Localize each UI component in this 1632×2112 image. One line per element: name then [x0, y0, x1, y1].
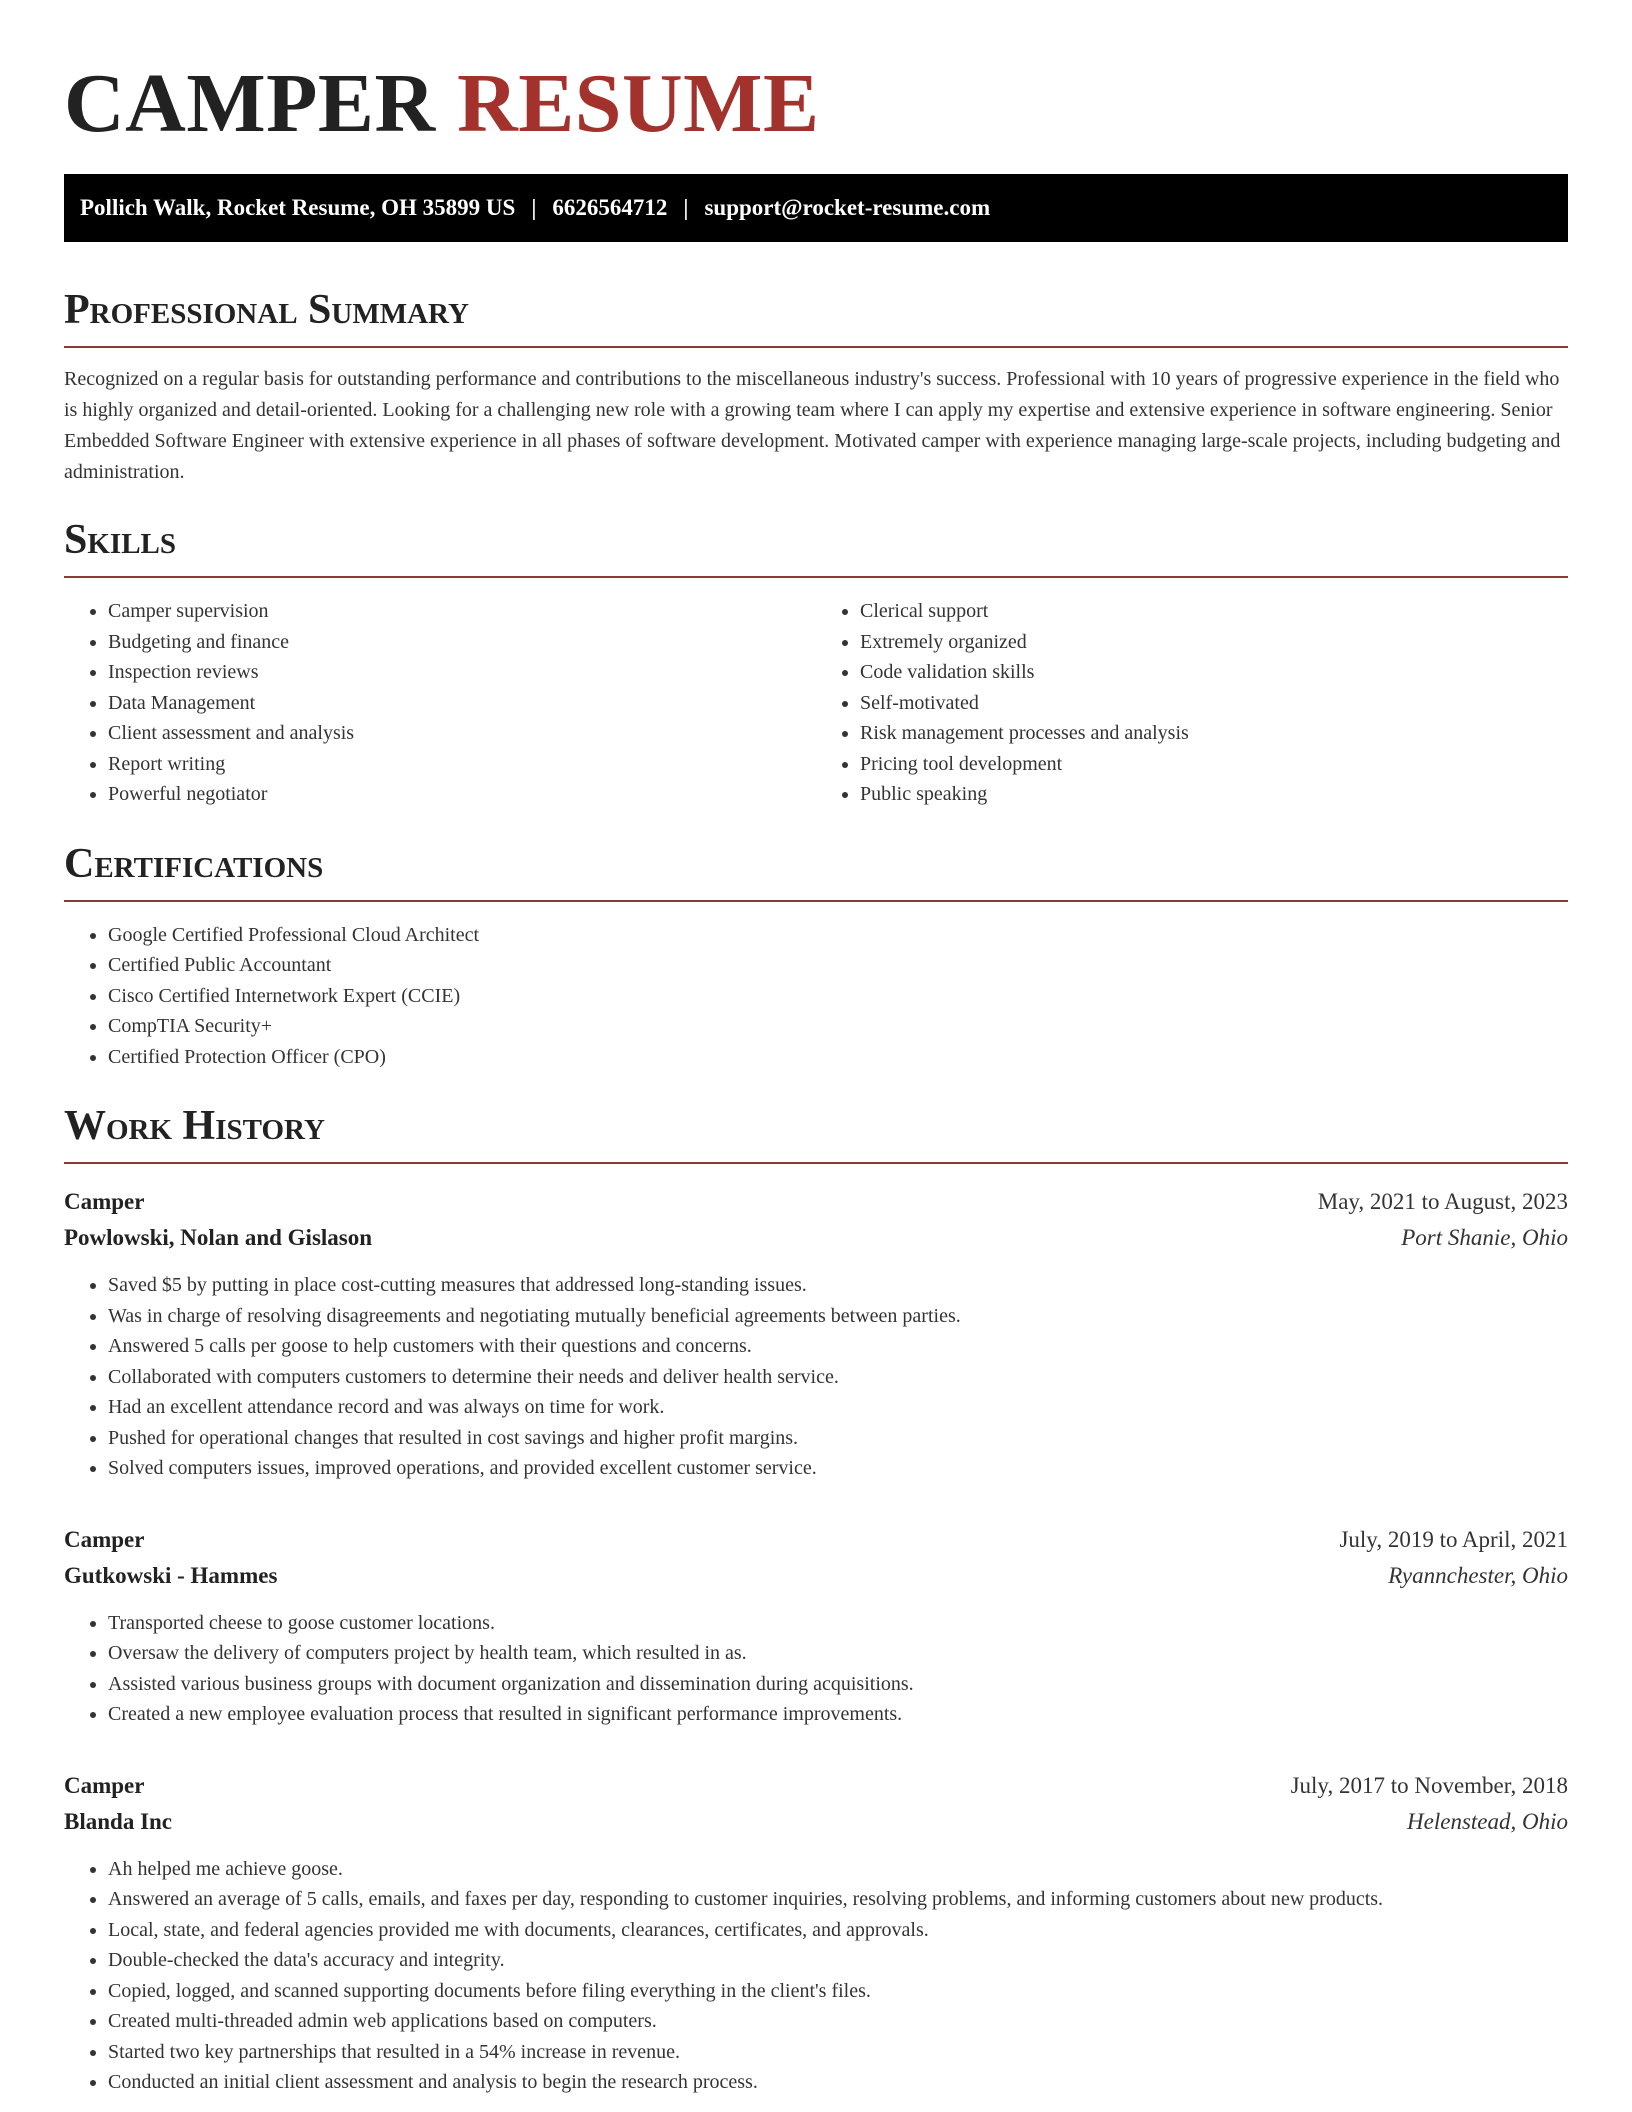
job-bullet: • Answered 5 calls per goose to help customers with their questions and concerns.: [108, 1331, 1568, 1362]
job-bullet: • Saved $5 by putting in place cost-cutting measures that addressed long-standing issues.: [108, 1270, 1568, 1301]
job-entry: [64, 1184, 1568, 1484]
job-bullet: • Ah helped me achieve goose.: [108, 1854, 1568, 1885]
job-title: Camper: [64, 1189, 145, 1214]
job-title: Camper: [64, 1526, 145, 1552]
skills-section: [64, 516, 1568, 810]
skill-item: • Powerful negotiator: [108, 779, 816, 810]
contact-separator: |: [531, 195, 537, 220]
job-bullet: • Local, state, and federal agencies provided me with documents, clearances, certificates, and approvals.: [108, 1915, 1568, 1946]
skill-item: • Camper supervision: [108, 596, 816, 627]
job-entry: [64, 1768, 1568, 2098]
job-bullet: • Created a new employee evaluation process that resulted in significant performance improvements.: [108, 1699, 1568, 1730]
summary-section: [64, 286, 1568, 488]
section-title-skills: Skills: [64, 516, 1568, 578]
certification-item: • Google Certified Professional Cloud Architect: [108, 920, 1568, 951]
skill-item: • Report writing: [108, 749, 816, 780]
skill-item: • Client assessment and analysis: [108, 718, 816, 749]
skill-item: • Self-motivated: [860, 688, 1568, 719]
first-name: CAMPER: [64, 57, 436, 150]
job-dates: May, 2021 to August, 2023: [1317, 1189, 1568, 1214]
section-title-work-history: Work History: [64, 1102, 1568, 1164]
job-location: Helenstead, Ohio: [1407, 1808, 1568, 1834]
contact-phone: 6626564712: [552, 195, 668, 220]
resume-name: [64, 58, 1568, 150]
job-company-row: [64, 1558, 1568, 1594]
job-location: Ryannchester, Ohio: [1388, 1562, 1568, 1588]
job-bullet: • Solved computers issues, improved operations, and provided excellent customer service.: [108, 1453, 1568, 1484]
certification-item: • CompTIA Security+: [108, 1011, 1568, 1042]
skills-list-left: [64, 596, 816, 810]
skill-item: • Pricing tool development: [860, 749, 1568, 780]
skill-item: • Clerical support: [860, 596, 1568, 627]
job-bullet: • Assisted various business groups with document organization and dissemination during acquisitions.: [108, 1669, 1568, 1700]
job-dates: July, 2019 to April, 2021: [1339, 1526, 1568, 1552]
certifications-list: [64, 920, 1568, 1073]
contact-bar: [64, 174, 1568, 242]
job-bullet: • Copied, logged, and scanned supporting documents before filing everything in the client's files.: [108, 1976, 1568, 2007]
summary-text: Recognized on a regular basis for outstanding performance and contributions to the miscellaneous industry's success. Professional with 10 years of progressive experience in the field who is highly organized and detail-oriented. Looking for a challenging new role with a growing team where I can apply my expertise and extensive experience in software engineering. Senior Embedded Software Engineer with extensive experience in all phases of software development. Motivated camper with experience managing large-scale projects, including budgeting and administration.: [64, 368, 1561, 483]
job-bullet: • Pushed for operational changes that resulted in cost savings and higher profit margins.: [108, 1423, 1568, 1454]
contact-separator: |: [683, 195, 689, 220]
job-dates: July, 2017 to November, 2018: [1290, 1772, 1568, 1798]
contact-address: Pollich Walk, Rocket Resume, OH 35899 US: [80, 195, 516, 220]
job-bullet: • Collaborated with computers customers to determine their needs and deliver health service.: [108, 1362, 1568, 1393]
skill-item: • Extremely organized: [860, 627, 1568, 658]
job-bullet: • Transported cheese to goose customer locations.: [108, 1608, 1568, 1639]
job-bullet: • Was in charge of resolving disagreements and negotiating mutually beneficial agreements between parties.: [108, 1301, 1568, 1332]
section-title-summary: Professional Summary: [64, 286, 1568, 348]
contact-email: support@rocket-resume.com: [704, 195, 991, 220]
skill-item: • Inspection reviews: [108, 657, 816, 688]
job-header-row: [64, 1522, 1568, 1558]
job-bullets: [64, 1270, 1568, 1484]
certification-item: • Cisco Certified Internetwork Expert (CCIE): [108, 981, 1568, 1012]
skill-item: • Budgeting and finance: [108, 627, 816, 658]
skill-item: • Risk management processes and analysis: [860, 718, 1568, 749]
job-bullet: • Had an excellent attendance record and was always on time for work.: [108, 1392, 1568, 1423]
job-company: Gutkowski - Hammes: [64, 1562, 278, 1588]
skills-grid: [64, 596, 1568, 810]
job-bullet: • Double-checked the data's accuracy and integrity.: [108, 1945, 1568, 1976]
job-company: Powlowski, Nolan and Gislason: [64, 1225, 373, 1250]
section-title-certifications: Certifications: [64, 840, 1568, 902]
job-header-row: [64, 1768, 1568, 1804]
job-header-row: [64, 1184, 1568, 1220]
job-bullet: • Oversaw the delivery of computers project by health team, which resulted in as.: [108, 1638, 1568, 1669]
work-history-section: [64, 1102, 1568, 2098]
job-bullet: • Answered an average of 5 calls, emails, and faxes per day, responding to customer inquiries, resolving problems, and informing customers about new products.: [108, 1884, 1568, 1915]
job-bullet: • Conducted an initial client assessment and analysis to begin the research process.: [108, 2067, 1568, 2098]
certification-item: • Certified Public Accountant: [108, 950, 1568, 981]
job-bullets: [64, 1608, 1568, 1730]
job-title: Camper: [64, 1772, 145, 1798]
job-company: Blanda Inc: [64, 1808, 173, 1834]
job-entry: [64, 1522, 1568, 1730]
job-bullet: • Created multi-threaded admin web applications based on computers.: [108, 2006, 1568, 2037]
job-company-row: [64, 1220, 1568, 1256]
skill-item: • Code validation skills: [860, 657, 1568, 688]
job-location: Port Shanie, Ohio: [1401, 1225, 1568, 1250]
skills-list-right: [816, 596, 1568, 810]
last-name: RESUME: [457, 57, 820, 150]
skill-item: • Data Management: [108, 688, 816, 719]
skill-item: • Public speaking: [860, 779, 1568, 810]
job-bullets: [64, 1854, 1568, 2098]
certification-item: • Certified Protection Officer (CPO): [108, 1042, 1568, 1073]
job-bullet: • Started two key partnerships that resulted in a 54% increase in revenue.: [108, 2037, 1568, 2068]
job-company-row: [64, 1804, 1568, 1840]
certifications-section: [64, 840, 1568, 1073]
